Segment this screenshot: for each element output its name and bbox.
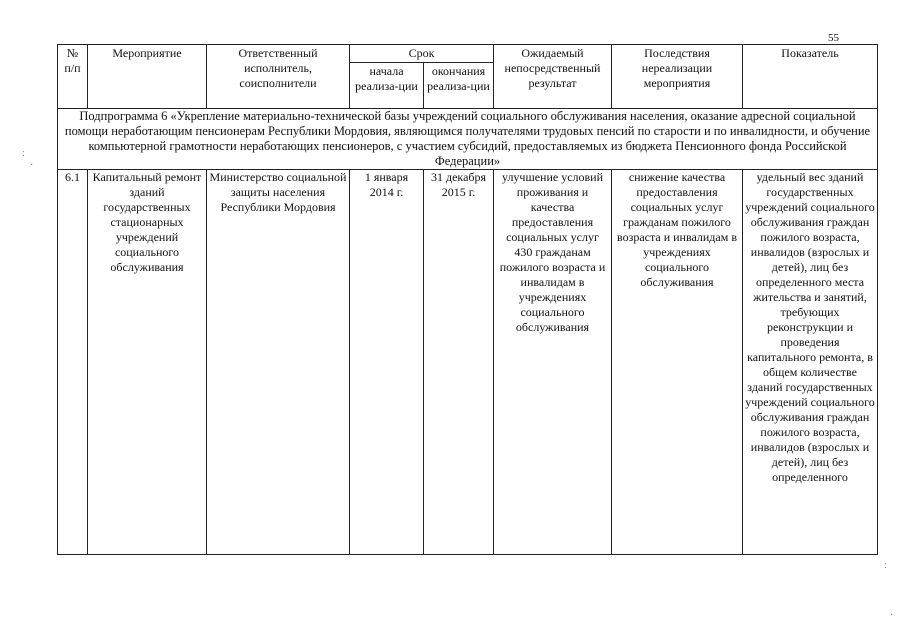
page-number: 55 (828, 32, 839, 44)
cell-expected: улучшение условий проживания и качества предоставления социальных услуг 430 гражданам пожилого возраста и инвалидам в учреждениях социального обслуживания (494, 170, 612, 555)
cell-event: Капитальный ремонт зданий государственных стационарных учреждений социального обслуживания (88, 170, 207, 555)
header-expected: Ожидаемый непосредственный результат (494, 45, 612, 109)
scan-mark: : (884, 560, 887, 571)
subprogram-title: Подпрограмма 6 «Укрепление материально-технической базы учреждений социального обслуживания населения, оказание адресной социальной помощи неработающим пенсионерам Республики Мордовия, являющимся получателями трудовых пенсий по старости и по инвалидности, и обучение компьютерной грамотности неработающих пенсионеров, с участием субсидий, предоставляемых из бюджета Пенсионного фонда Российской Федерации» (58, 109, 878, 170)
header-row (58, 45, 878, 63)
cell-num: 6.1 (58, 170, 88, 555)
header-event: Мероприятие (88, 45, 207, 109)
table-row (58, 170, 878, 555)
cell-start: 1 января 2014 г. (350, 170, 424, 555)
header-consequences: Последствия нереализации мероприятия (612, 45, 743, 109)
scan-mark: · (890, 610, 894, 621)
cell-consequences: снижение качества предоставления социальных услуг гражданам пожилого возраста и инвалидам в учреждениях социального обслуживания (612, 170, 743, 555)
cell-end: 31 декабря 2015 г. (424, 170, 494, 555)
header-term: Срок (350, 45, 494, 63)
program-table (57, 44, 878, 555)
header-responsible: Ответственный исполнитель, соисполнители (207, 45, 350, 109)
cell-responsible: Министерство социальной защиты населения Республики Мордовия (207, 170, 350, 555)
header-indicator: Показатель (743, 45, 878, 109)
scan-mark: : (22, 148, 25, 159)
subprogram-row (58, 109, 878, 170)
header-term-end: окончания реализа-ции (424, 63, 494, 109)
header-num: № п/п (58, 45, 88, 109)
scan-mark: · (30, 160, 34, 171)
cell-indicator: удельный вес зданий государственных учреждений социального обслуживания граждан пожилого возраста, инвалидов (взрослых и детей), лиц без определенного места жительства и занятий, требующих реконструкции и проведения капитального ремонта, в общем количестве зданий государственных учреждений социального обслуживания граждан пожилого возраста, инвалидов (взрослых и детей), лиц без определенного (743, 170, 878, 555)
header-term-start: начала реализа-ции (350, 63, 424, 109)
